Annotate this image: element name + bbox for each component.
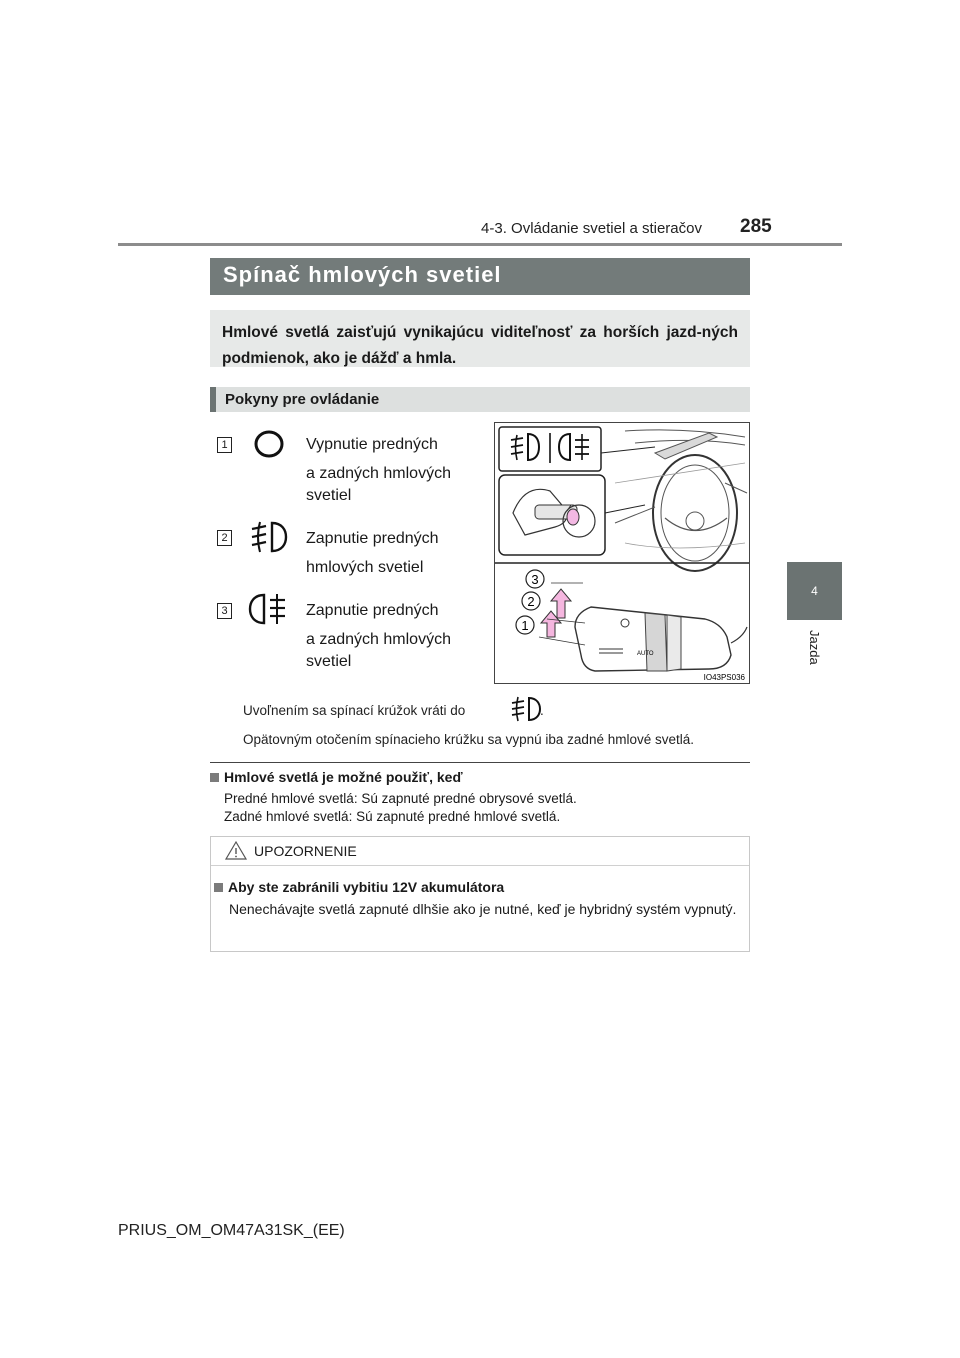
chapter-number: 4	[811, 584, 818, 598]
item-number-3: 3	[217, 603, 232, 619]
warning-title: UPOZORNENIE	[254, 843, 357, 859]
header-divider	[118, 243, 842, 246]
section-reference: 4-3. Ovládanie svetiel a stieračov	[481, 220, 702, 237]
item-3-line-1: Zapnutie predných	[306, 602, 439, 619]
condition-front: Predné hmlové svetlá: Sú zapnuté predné obrysové svetlá.	[224, 791, 577, 806]
item-description-2	[306, 528, 486, 586]
warning-body: Nenechávajte svetlá zapnuté dlhšie ako je nutné, keď je hybridný systém vypnutý.	[229, 901, 737, 917]
warning-divider	[211, 865, 749, 866]
section-divider	[210, 762, 750, 763]
rear-fog-light-icon	[248, 592, 288, 626]
front-fog-light-icon-inline	[508, 695, 542, 723]
callout-2: 2	[527, 594, 535, 609]
item-3-line-2: a zadných hmlových svetiel	[306, 631, 451, 670]
footer-doc-id: PRIUS_OM_OM47A31SK_(EE)	[118, 1222, 345, 1239]
condition-rear: Zadné hmlové svetlá: Sú zapnuté predné hmlové svetlá.	[224, 809, 561, 824]
conditions-heading	[210, 769, 463, 785]
front-fog-light-icon	[248, 520, 288, 554]
callout-1: 1	[521, 618, 529, 633]
callout-3: 3	[531, 572, 539, 587]
bullet-square-icon	[210, 773, 219, 782]
item-1-line-1: Vypnutie predných	[306, 436, 438, 453]
chapter-label: Jazda	[807, 630, 822, 665]
fog-light-switch-illustration	[494, 422, 750, 684]
warning-heading-text: Aby ste zabránili vybitiu 12V akumulátora	[228, 879, 505, 895]
item-number-2: 2	[217, 530, 232, 546]
release-note-period: .	[540, 703, 544, 718]
bullet-square-icon	[214, 883, 223, 892]
intro-box	[210, 310, 750, 367]
page-title: Spínač hmlových svetiel	[210, 258, 750, 295]
item-2-line-1: Zapnutie predných	[306, 530, 439, 547]
conditions-heading-text: Hmlové svetlá je možné použiť, keď	[224, 769, 463, 785]
item-2-line-2: hmlových svetiel	[306, 559, 424, 576]
figure-drawing	[495, 423, 749, 683]
subsection-heading: Pokyny pre ovládanie	[210, 387, 750, 412]
switch-auto-label: AUTO	[637, 651, 654, 657]
chapter-tab	[787, 562, 842, 620]
page-number: 285	[740, 216, 772, 237]
item-description-3	[306, 600, 486, 680]
release-note-text: Uvoľnením sa spínací krúžok vráti do	[243, 703, 466, 718]
again-note: Opätovným otočením spínacieho krúžku sa vypnú iba zadné hmlové svetlá.	[243, 732, 694, 747]
item-description-1	[306, 434, 486, 514]
off-circle-icon	[254, 429, 284, 459]
figure-code: IO43PS036	[703, 673, 745, 682]
item-1-line-2: a zadných hmlových svetiel	[306, 465, 451, 504]
warning-triangle-icon	[224, 840, 248, 861]
item-number-1: 1	[217, 437, 232, 453]
warning-heading	[214, 879, 504, 895]
release-note	[243, 703, 465, 718]
intro-text: Hmlové svetlá zaisťujú vynikajúcu viditeľnosť za horších jazd-ných podmienok, ako je dážď a hmla.	[222, 324, 738, 367]
